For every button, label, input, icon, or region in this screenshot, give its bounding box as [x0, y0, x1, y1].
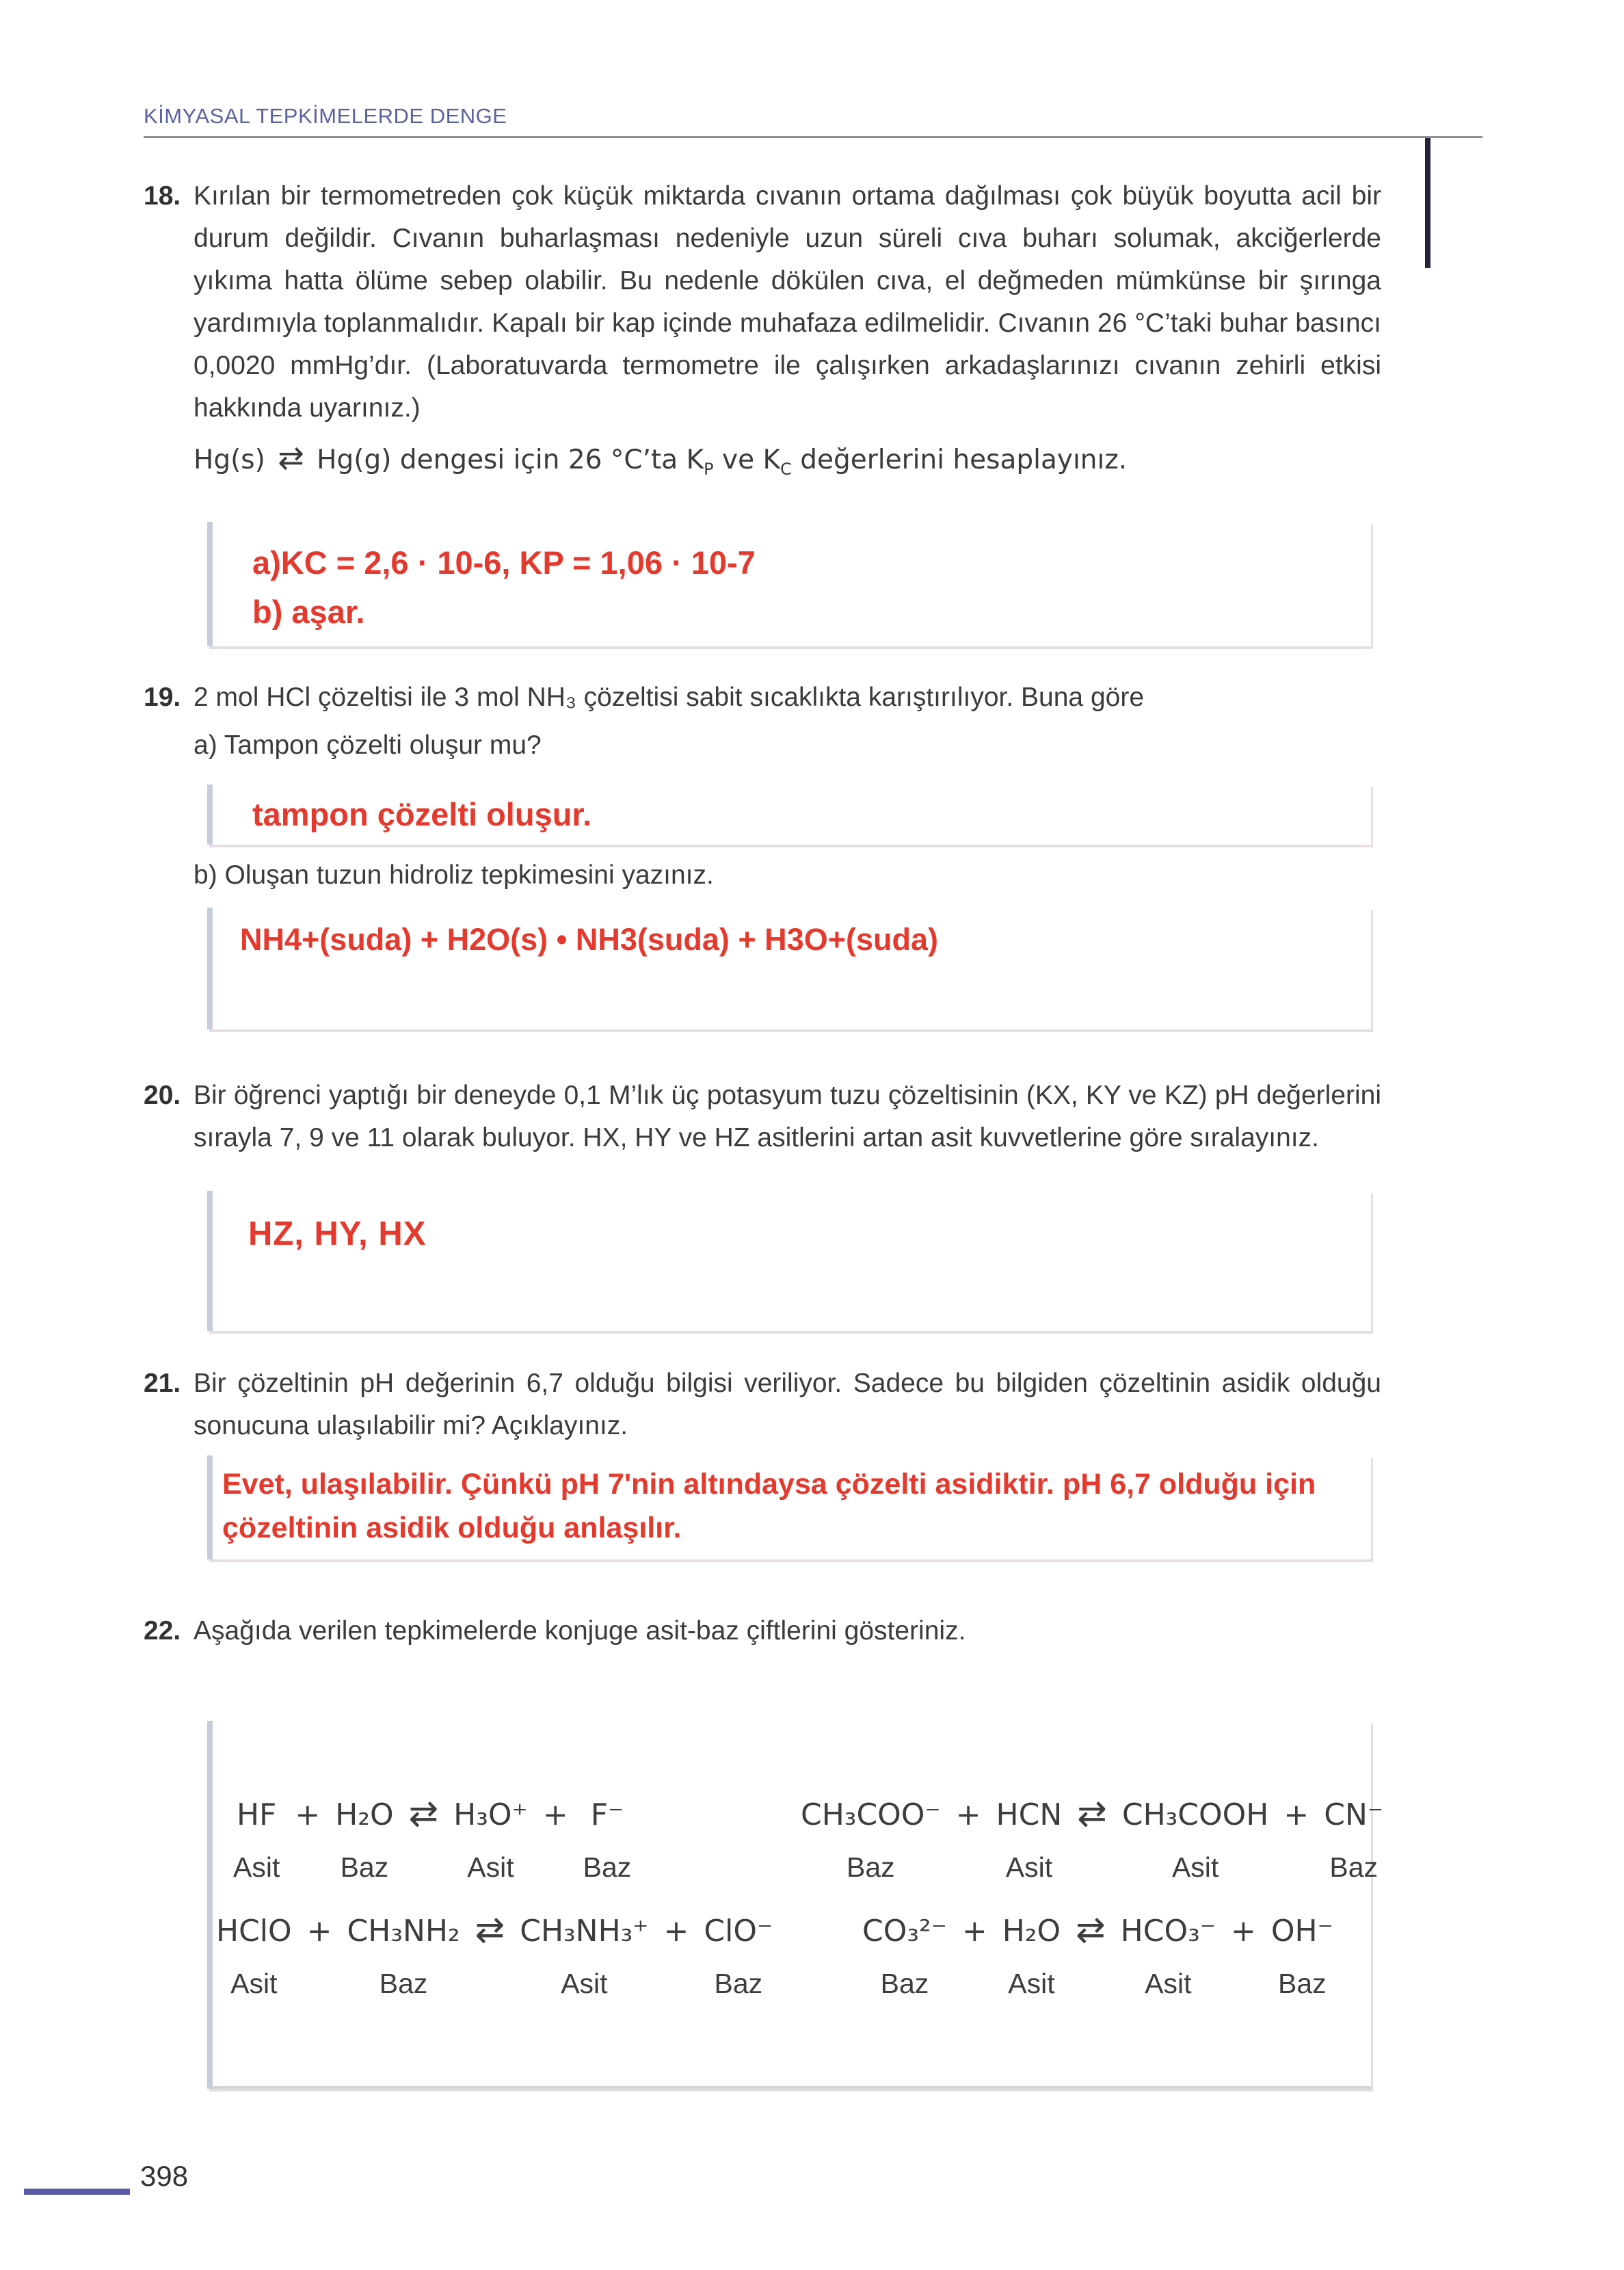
species	[233, 1796, 280, 1884]
footer-accent-bar	[24, 2189, 130, 2195]
question-22-number: 22.	[144, 1615, 181, 1646]
answer-box-21	[207, 1455, 1371, 1559]
answer-18a: a)KC = 2,6 · 10-6, KP = 1,06 · 10-7	[252, 544, 756, 581]
species	[1271, 1912, 1333, 2000]
species	[347, 1912, 460, 2000]
species	[801, 1796, 941, 1884]
plus-glyph: +	[663, 1913, 689, 1949]
species	[862, 1912, 947, 2000]
question-18-equation	[144, 439, 1381, 490]
plus-glyph: +	[961, 1913, 987, 1949]
reaction-co3-h2o	[862, 1909, 1333, 2000]
species-label: Asit	[1171, 1851, 1219, 1883]
species	[453, 1796, 528, 1884]
question-21-text: Bir çözeltinin pH değerinin 6,7 olduğu bilgisi veriliyor. Sadece bu bilgiden çözeltinin asidik olduğu sonucuna ulaşılabilir mi? Açıklayınız.	[194, 1368, 1381, 1440]
species-label: Asit	[467, 1851, 514, 1883]
species-label: Baz	[583, 1851, 632, 1883]
reaction-ch3coo-hcn	[801, 1793, 1384, 1884]
species-formula: H₂O	[335, 1797, 394, 1832]
plus-glyph: +	[542, 1797, 568, 1832]
question-19	[144, 676, 1381, 719]
species-formula: CO₃²⁻	[862, 1913, 947, 1949]
species-formula: CH₃COOH	[1121, 1797, 1269, 1832]
species	[520, 1912, 648, 2000]
question-18	[144, 175, 1381, 430]
species	[996, 1796, 1063, 1884]
question-19-text: 2 mol HCl çözeltisi ile 3 mol NH₃ çözeltisi sabit sıcaklıkta karıştırılıyor. Buna göre	[194, 682, 1145, 712]
equilibrium-arrow-icon: ⇄	[1077, 1793, 1107, 1834]
species-formula: HCO₃⁻	[1120, 1913, 1216, 1949]
species-label: Baz	[340, 1851, 389, 1883]
plus-sign	[1231, 1912, 1256, 1967]
equilibrium-arrow-icon: ⇄	[278, 439, 304, 476]
species-formula: HCN	[996, 1797, 1063, 1832]
reaction-hf-h2o	[233, 1793, 632, 1884]
species-formula: H₃O⁺	[453, 1797, 528, 1832]
plus-sign	[956, 1796, 981, 1851]
species-formula: HClO	[216, 1913, 292, 1949]
species-formula: ClO⁻	[704, 1913, 773, 1949]
species-label: Baz	[714, 1967, 763, 1999]
question-18-number: 18.	[144, 181, 181, 211]
answer-18b: b) aşar.	[252, 593, 365, 630]
question-21-number: 21.	[144, 1368, 181, 1398]
question-22	[144, 1610, 1381, 1652]
species	[335, 1796, 393, 1884]
plus-glyph: +	[955, 1797, 981, 1832]
species	[1002, 1912, 1061, 2000]
plus-glyph: +	[1230, 1913, 1256, 1949]
species-formula: CH₃NH₂	[347, 1913, 460, 1949]
reaction-hclo-ch3nh2	[216, 1909, 773, 2000]
species-label: Asit	[230, 1967, 278, 1999]
species-formula: OH⁻	[1270, 1913, 1333, 1949]
species-formula: CH₃NH₃⁺	[520, 1913, 649, 1949]
answer-box-19a	[207, 784, 1371, 845]
answer-box-18	[207, 522, 1371, 646]
species-label: Baz	[847, 1851, 895, 1883]
species-label: Baz	[880, 1967, 929, 1999]
species-formula: H₂O	[1002, 1913, 1061, 1949]
hg-solid: Hg(s)	[194, 445, 274, 475]
species	[704, 1912, 773, 2000]
species-label: Asit	[1005, 1851, 1053, 1883]
species	[583, 1796, 632, 1884]
species-label: Baz	[379, 1967, 428, 1999]
answer-20: HZ, HY, HX	[248, 1215, 427, 1252]
plus-glyph: +	[306, 1913, 332, 1949]
page-number: 398	[140, 2160, 189, 2192]
hg-gas-text: Hg(g) dengesi için 26 °C’ta K	[308, 445, 704, 475]
answer-box-19b	[207, 908, 1371, 1029]
plus-glyph: +	[1283, 1797, 1309, 1832]
species	[216, 1912, 292, 2000]
species	[1324, 1796, 1383, 1884]
question-20-text: Bir öğrenci yaptığı bir deneyde 0,1 M’lık üç potasyum tuzu çözeltisinin (KX, KY ve KZ) pH değerlerini sırayla 7, 9 ve 11 olarak buluyor. HX, HY ve HZ asitlerini artan asit kuvvetlerine göre sıralayınız.	[194, 1080, 1381, 1152]
equilibrium-arrow-icon: ⇄	[1076, 1909, 1106, 1951]
plus-sign	[962, 1912, 987, 1967]
species-label: Baz	[1329, 1851, 1379, 1883]
species	[1121, 1912, 1216, 2000]
question-20-number: 20.	[144, 1080, 181, 1110]
species-label: Baz	[1278, 1967, 1327, 1999]
equilibrium-arrow-icon: ⇄	[475, 1909, 505, 1951]
header-rule	[144, 136, 1482, 138]
right-margin-bar	[1425, 138, 1430, 268]
plus-sign	[543, 1796, 568, 1851]
species-label: Asit	[561, 1967, 608, 1999]
equation-tail: değerlerini hesaplayınız.	[791, 445, 1128, 475]
answer-box-22	[207, 1721, 1384, 2089]
species-formula: CN⁻	[1324, 1797, 1384, 1832]
question-21	[144, 1362, 1381, 1447]
species-label: Asit	[1008, 1967, 1055, 1999]
content-column	[144, 175, 1384, 2089]
kc-text: ve K	[713, 445, 781, 475]
species-formula: CH₃COO⁻	[801, 1797, 941, 1832]
question-20	[144, 1074, 1381, 1159]
species-formula: HF	[236, 1797, 277, 1832]
question-19-part-b: b) Oluşan tuzun hidroliz tepkimesini yazınız.	[194, 860, 714, 890]
chapter-header: KİMYASAL TEPKİMELERDE DENGE	[144, 104, 507, 128]
kp-subscript: P	[704, 459, 714, 479]
species-label: Asit	[1145, 1967, 1192, 1999]
plus-sign	[307, 1912, 332, 1967]
answer-19b: NH4+(suda) + H2O(s) • NH3(suda) + H3O+(suda)	[240, 921, 938, 957]
plus-sign	[1283, 1796, 1309, 1851]
species-label: Asit	[233, 1851, 280, 1883]
species-formula: F⁻	[590, 1797, 624, 1832]
question-18-text: Kırılan bir termometreden çok küçük miktarda cıvanın ortama dağılması çok büyük boyutta acil bir durum değildir. Cıvanın buharlaşması nedeniyle uzun süreli cıva buharı solumak, akciğerlerde yıkıma hatta ölüme sebep olabilir. Bu nedenle dökülen cıva, el değmeden mümkünse bir şırınga yardımıyla toplanmalıdır. Kapalı bir kap içinde muhafaza edilmelidir. Cıvanın 26 °C’taki buhar basıncı 0,0020 mmHg’dır. (Laboratuvarda termometre ile çalışırken arkadaşlarınızı cıvanın zehirli etkisi hakkında uyarınız.)	[194, 181, 1381, 423]
question-19-part-a: a) Tampon çözelti oluşur mu?	[194, 730, 542, 760]
species	[1122, 1796, 1269, 1884]
plus-sign	[295, 1796, 320, 1851]
kc-subscript: C	[780, 459, 792, 479]
plus-sign	[664, 1912, 689, 1967]
equilibrium-arrow-icon: ⇄	[408, 1793, 439, 1834]
answer-19a: tampon çözelti oluşur.	[252, 795, 592, 832]
answer-21: Evet, ulaşılabilir. Çünkü pH 7'nin altındaysa çözelti asidiktir. pH 6,7 olduğu için çözeltinin asidik olduğu anlaşılır.	[222, 1467, 1316, 1544]
answer-box-20	[207, 1191, 1371, 1331]
plus-glyph: +	[295, 1797, 321, 1832]
question-22-text: Aşağıda verilen tepkimelerde konjuge asit-baz çiftlerini gösteriniz.	[194, 1615, 966, 1646]
question-19-number: 19.	[144, 682, 181, 712]
